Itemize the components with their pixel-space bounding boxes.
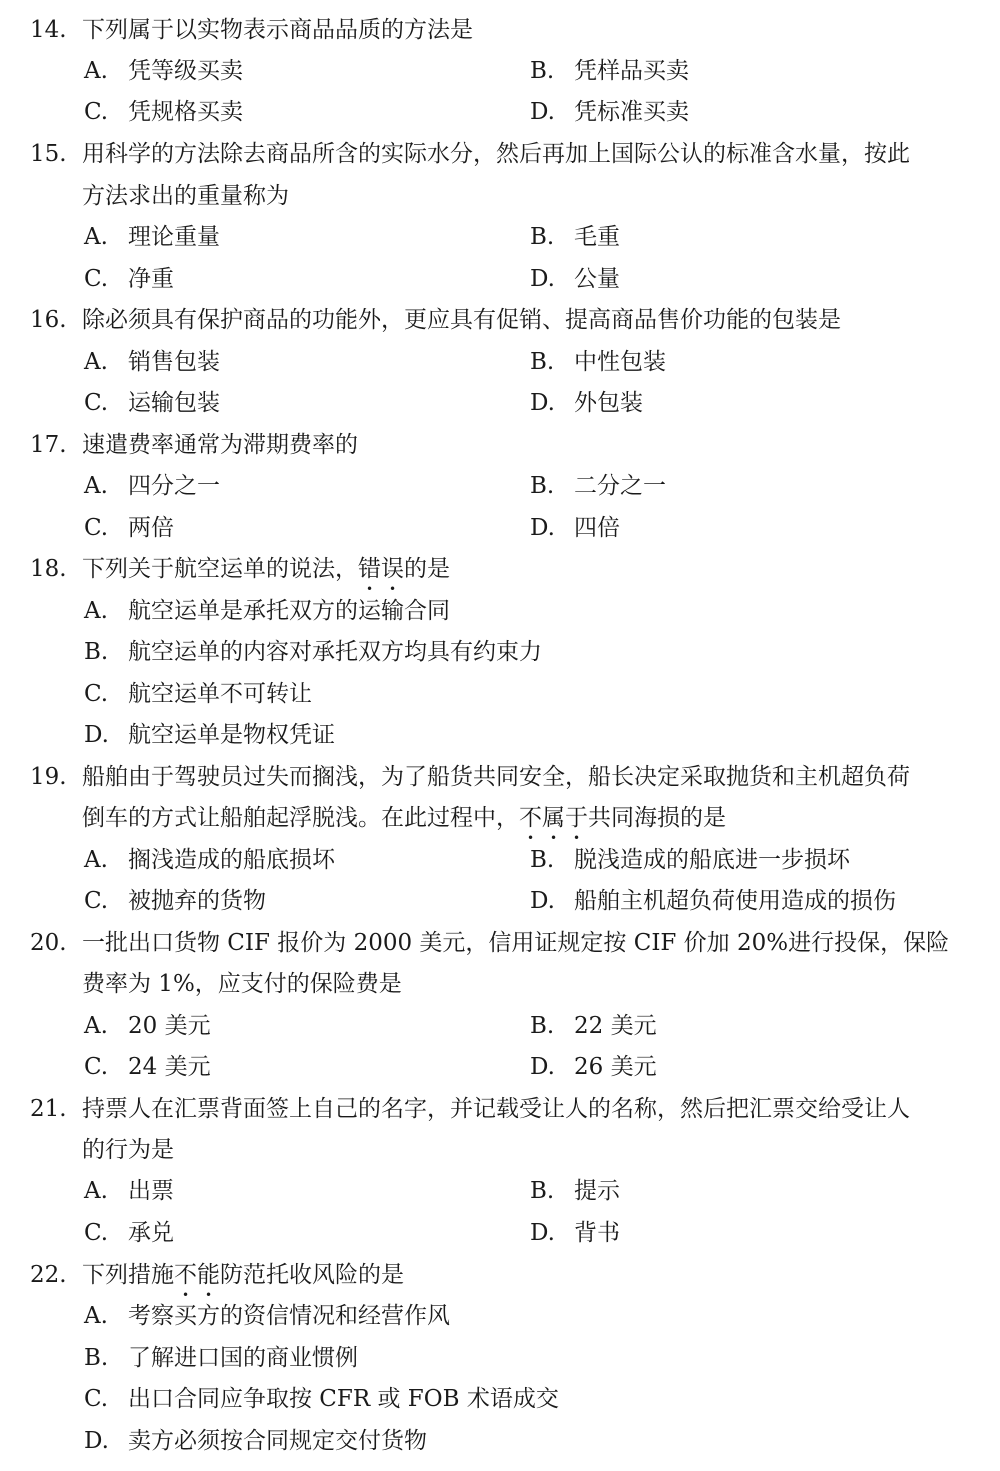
option-b[interactable] — [530, 471, 666, 501]
option-letter: C. — [84, 390, 109, 416]
emphasized-word: 不能 — [174, 1262, 220, 1288]
question-number: 17. — [30, 432, 67, 458]
option-text: 凭标准买卖 — [574, 99, 689, 125]
option-text: 凭样品买卖 — [574, 58, 689, 84]
option-letter: D. — [84, 722, 109, 748]
question-number: 21. — [30, 1096, 67, 1122]
option-text: 航空运单是承托双方的运输合同 — [128, 598, 450, 624]
option-a[interactable] — [84, 222, 220, 252]
option-text: 四倍 — [574, 515, 620, 541]
option-c[interactable] — [84, 1218, 174, 1248]
option-text: 脱浅造成的船底进一步损坏 — [574, 847, 850, 873]
option-text: 出票 — [128, 1178, 174, 1204]
option-b[interactable] — [530, 1011, 657, 1041]
option-letter: A. — [84, 349, 108, 375]
option-letter: B. — [530, 847, 555, 873]
option-letter: D. — [530, 390, 555, 416]
option-text: 毛重 — [574, 224, 620, 250]
option-a[interactable] — [84, 845, 335, 875]
option-text: 船舶主机超负荷使用造成的损伤 — [574, 888, 896, 914]
option-letter: A. — [84, 847, 108, 873]
option-letter: A. — [84, 1178, 108, 1204]
option-letter: B. — [530, 473, 555, 499]
option-d[interactable] — [530, 1218, 620, 1248]
option-text: 出口合同应争取按 CFR 或 FOB 术语成交 — [128, 1386, 559, 1412]
option-letter: B. — [530, 58, 555, 84]
option-d[interactable] — [530, 1052, 657, 1082]
option-text: 二分之一 — [574, 473, 666, 499]
option-letter: D. — [530, 99, 555, 125]
option-text: 26 美元 — [574, 1054, 657, 1080]
option-text: 24 美元 — [128, 1054, 211, 1080]
option-letter: B. — [84, 639, 109, 665]
option-letter: A. — [84, 1303, 108, 1329]
option-b[interactable] — [84, 637, 542, 667]
option-text: 20 美元 — [128, 1013, 211, 1039]
question-text: 用科学的方法除去商品所含的实际水分，然后再加上国际公认的标准含水量，按此 — [82, 141, 910, 167]
option-letter: C. — [84, 99, 109, 125]
option-text: 被抛弃的货物 — [128, 888, 266, 914]
option-letter: C. — [84, 515, 109, 541]
option-letter: D. — [530, 1054, 555, 1080]
option-text: 四分之一 — [128, 473, 220, 499]
question-number: 15. — [30, 141, 67, 167]
option-letter: B. — [530, 349, 555, 375]
question-number: 18. — [30, 556, 67, 582]
option-letter: C. — [84, 888, 109, 914]
question-text: 倒车的方式让船舶起浮脱浅。在此过程中，不属于共同海损的是 — [82, 805, 726, 831]
emphasized-word: 不属于 — [519, 805, 588, 831]
option-letter: C. — [84, 1054, 109, 1080]
option-d[interactable] — [530, 97, 689, 127]
option-text: 了解进口国的商业惯例 — [128, 1345, 358, 1371]
option-c[interactable] — [84, 388, 220, 418]
option-c[interactable] — [84, 513, 174, 543]
option-letter: D. — [530, 888, 555, 914]
option-b[interactable] — [84, 1343, 358, 1373]
option-a[interactable] — [84, 1301, 450, 1331]
option-b[interactable] — [530, 347, 666, 377]
option-text: 销售包装 — [128, 349, 220, 375]
option-text: 运输包装 — [128, 390, 220, 416]
option-text: 搁浅造成的船底损坏 — [128, 847, 335, 873]
option-letter: B. — [530, 1178, 555, 1204]
option-text: 两倍 — [128, 515, 174, 541]
option-d[interactable] — [530, 513, 620, 543]
option-a[interactable] — [84, 596, 450, 626]
option-text: 外包装 — [574, 390, 643, 416]
option-letter: B. — [530, 1013, 555, 1039]
question-text: 下列属于以实物表示商品品质的方法是 — [82, 17, 473, 43]
question-number: 19. — [30, 764, 67, 790]
option-a[interactable] — [84, 1011, 211, 1041]
option-letter: A. — [84, 598, 108, 624]
option-text: 净重 — [128, 266, 174, 292]
option-d[interactable] — [84, 1426, 427, 1456]
question-number: 22. — [30, 1262, 67, 1288]
option-letter: D. — [530, 1220, 555, 1246]
option-a[interactable] — [84, 471, 220, 501]
option-letter: C. — [84, 1386, 109, 1412]
option-text: 凭等级买卖 — [128, 58, 243, 84]
option-letter: A. — [84, 473, 108, 499]
option-d[interactable] — [530, 264, 620, 294]
option-letter: A. — [84, 224, 108, 250]
option-letter: D. — [530, 266, 555, 292]
question-text: 速遣费率通常为滞期费率的 — [82, 432, 358, 458]
option-b[interactable] — [530, 1176, 620, 1206]
option-b[interactable] — [530, 222, 620, 252]
option-text: 理论重量 — [128, 224, 220, 250]
option-letter: D. — [530, 515, 555, 541]
option-b[interactable] — [530, 56, 689, 86]
question-text: 方法求出的重量称为 — [82, 183, 289, 209]
question-number: 16. — [30, 307, 67, 333]
option-text: 航空运单是物权凭证 — [128, 722, 335, 748]
option-letter: D. — [84, 1428, 109, 1454]
question-text: 一批出口货物 CIF 报价为 2000 美元，信用证规定按 CIF 价加 20%进行投保，保险 — [82, 930, 950, 956]
option-a[interactable] — [84, 347, 220, 377]
option-letter: C. — [84, 266, 109, 292]
question-text: 持票人在汇票背面签上自己的名字，并记载受让人的名称，然后把汇票交给受让人 — [82, 1096, 910, 1122]
option-c[interactable] — [84, 679, 312, 709]
question-number: 14. — [30, 17, 67, 43]
option-c[interactable] — [84, 264, 174, 294]
option-letter: A. — [84, 1013, 108, 1039]
question-text: 下列措施不能防范托收风险的是 — [82, 1262, 404, 1288]
question-text: 下列关于航空运单的说法，错误的是 — [82, 556, 450, 582]
option-a[interactable] — [84, 56, 243, 86]
option-a[interactable] — [84, 1176, 174, 1206]
option-text: 公量 — [574, 266, 620, 292]
emphasized-word: 错误 — [358, 556, 404, 582]
option-text: 航空运单不可转让 — [128, 681, 312, 707]
option-text: 考察买方的资信情况和经营作风 — [128, 1303, 450, 1329]
question-text: 除必须具有保护商品的功能外，更应具有促销、提高商品售价功能的包装是 — [82, 307, 841, 333]
option-c[interactable] — [84, 886, 266, 916]
question-text: 费率为 1%，应支付的保险费是 — [82, 971, 402, 997]
option-letter: A. — [84, 58, 108, 84]
option-text: 航空运单的内容对承托双方均具有约束力 — [128, 639, 542, 665]
option-letter: B. — [84, 1345, 109, 1371]
option-c[interactable] — [84, 1384, 559, 1414]
question-text: 船舶由于驾驶员过失而搁浅，为了船货共同安全，船长决定采取抛货和主机超负荷 — [82, 764, 910, 790]
option-d[interactable] — [530, 388, 643, 418]
option-text: 承兑 — [128, 1220, 174, 1246]
option-text: 中性包装 — [574, 349, 666, 375]
option-d[interactable] — [84, 720, 335, 750]
option-c[interactable] — [84, 1052, 211, 1082]
option-letter: B. — [530, 224, 555, 250]
option-text: 凭规格买卖 — [128, 99, 243, 125]
option-text: 提示 — [574, 1178, 620, 1204]
question-text: 的行为是 — [82, 1137, 174, 1163]
question-number: 20. — [30, 930, 67, 956]
option-c[interactable] — [84, 97, 243, 127]
option-d[interactable] — [530, 886, 896, 916]
option-text: 背书 — [574, 1220, 620, 1246]
option-b[interactable] — [530, 845, 850, 875]
option-text: 卖方必须按合同规定交付货物 — [128, 1428, 427, 1454]
option-letter: C. — [84, 681, 109, 707]
option-text: 22 美元 — [574, 1013, 657, 1039]
option-letter: C. — [84, 1220, 109, 1246]
